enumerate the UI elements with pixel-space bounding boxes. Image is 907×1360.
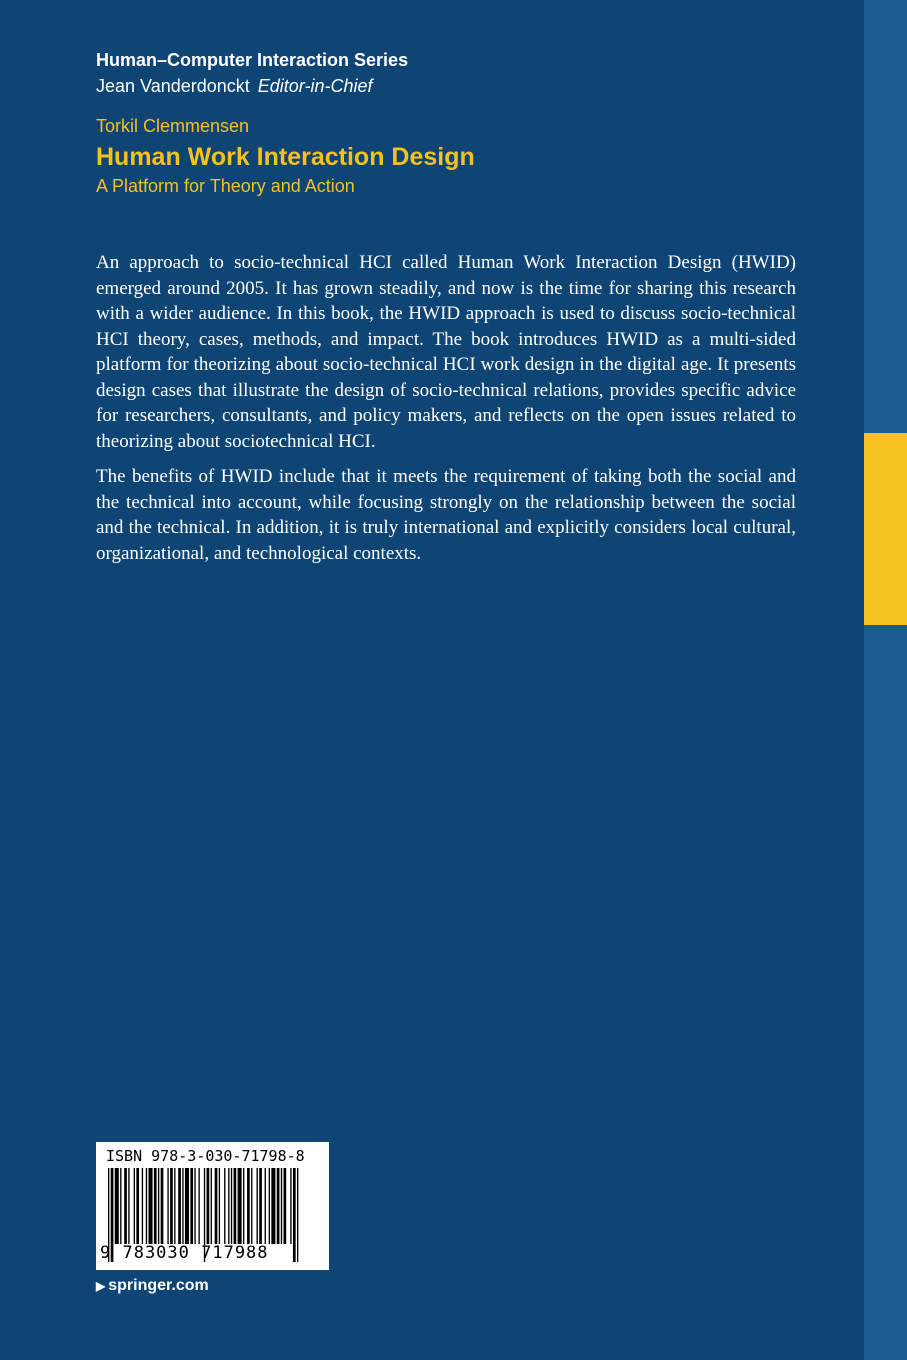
description-paragraph: An approach to socio-technical HCI called Human Work Interaction Design (HWID) emerged around 2005. It has grown steadily, and now is the time for sharing this research with a wider audience. In this book, the HWID approach is used to discuss socio-technical HCI theory, cases, methods, and impact. The book introduces HWID as a multi-sided platform for theorizing about socio-technical HCI work design in the digital age. It presents design cases that illustrate the design of socio-technical relations, provides specific advice for researchers, consultants, and policy makers, and reflects on the open issues related to theorizing about sociotechnical HCI. <box>96 252 796 452</box>
series-title: Human–Computer Interaction Series <box>96 50 409 70</box>
book-description <box>96 250 796 576</box>
barcode-bar <box>124 1168 127 1244</box>
barcode-bar <box>290 1168 291 1244</box>
barcode-bar <box>194 1168 195 1244</box>
editor-name: Jean Vanderdonckt <box>96 76 250 96</box>
barcode-bar <box>182 1168 183 1244</box>
barcode-bar <box>224 1168 225 1244</box>
barcode-bar <box>293 1168 296 1262</box>
barcode-bar <box>257 1168 258 1244</box>
barcode-bar <box>243 1168 244 1244</box>
barcode-bar <box>161 1168 164 1244</box>
barcode-bar <box>269 1168 270 1244</box>
barcode-bar <box>234 1168 237 1244</box>
barcode-bar <box>238 1168 242 1244</box>
barcode-bar <box>149 1168 153 1244</box>
series-editor <box>96 72 796 100</box>
barcode-bar <box>115 1168 119 1244</box>
cover-header <box>96 48 796 198</box>
isbn-label: ISBN 978-3-030-71798-8 <box>106 1147 305 1165</box>
barcode-bar <box>231 1168 232 1244</box>
description-paragraph: The benefits of HWID include that it meets the requirement of taking both the social and the technical into account, while focusing strongly on the relationship between the social and the technical. In addition, it is truly international and explicitly considers local cultural, organizational, and technological contexts. <box>96 466 796 564</box>
barcode-bar <box>277 1168 280 1244</box>
book-subtitle: A Platform for Theory and Action <box>96 176 355 196</box>
barcode-bar <box>219 1168 220 1244</box>
barcode-bar <box>211 1168 212 1244</box>
barcode-bar <box>297 1168 298 1262</box>
barcode-bar <box>167 1168 168 1244</box>
barcode-bar <box>128 1168 129 1244</box>
barcode-bar <box>190 1168 193 1244</box>
barcode-bar <box>228 1168 229 1244</box>
barcode-bar <box>170 1168 173 1244</box>
barcode-digits: 9 783030 717988 <box>100 1243 269 1263</box>
book-author: Torkil Clemmensen <box>96 116 250 136</box>
editor-role: Editor-in-Chief <box>257 76 373 96</box>
barcode-bar <box>146 1168 147 1244</box>
barcode-bar <box>251 1168 252 1244</box>
barcode-bar <box>281 1168 282 1244</box>
barcode-bar <box>178 1168 181 1244</box>
barcode-bar <box>198 1168 199 1244</box>
spine-strip <box>864 0 907 1360</box>
barcode-bar <box>134 1168 135 1244</box>
arrow-icon: ▶ <box>96 1279 106 1293</box>
barcode-bar <box>136 1168 139 1244</box>
barcode-bar <box>271 1168 275 1244</box>
publisher-url: springer.com <box>108 1277 209 1294</box>
barcode-bar <box>142 1168 143 1244</box>
barcode-bar <box>259 1168 262 1244</box>
barcode-bar <box>158 1168 159 1244</box>
isbn-barcode <box>96 1142 329 1270</box>
spine-accent-band <box>864 433 907 625</box>
barcode-bar <box>120 1168 121 1244</box>
barcode-bar <box>284 1168 287 1244</box>
book-title: Human Work Interaction Design <box>96 143 475 171</box>
barcode-bar <box>265 1168 266 1244</box>
barcode-bar <box>207 1168 210 1244</box>
barcode-bar <box>154 1168 157 1244</box>
publisher-link[interactable] <box>96 1275 209 1297</box>
barcode-bar <box>185 1168 189 1244</box>
barcode-bar <box>247 1168 250 1244</box>
barcode-bar <box>215 1168 218 1244</box>
barcode-bar <box>174 1168 175 1244</box>
